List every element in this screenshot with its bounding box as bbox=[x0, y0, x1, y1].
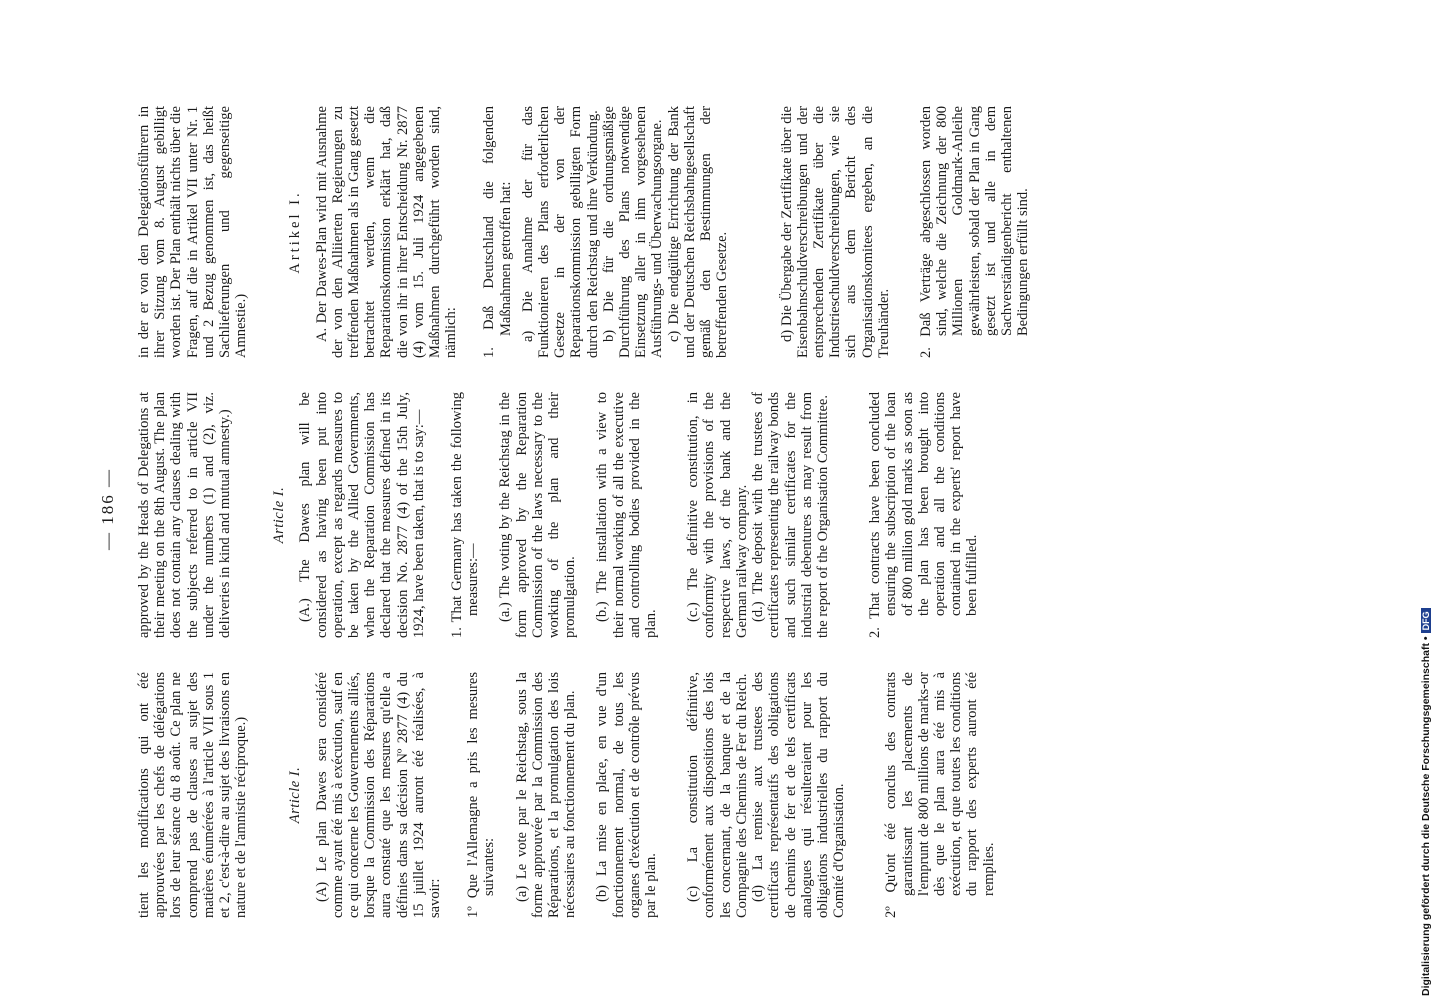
english-article-heading: Article I. bbox=[271, 486, 288, 544]
digitization-credit bbox=[1420, 608, 1432, 996]
german-item-1b: b) Die für die ordnungsmäßige Durchführung des Plans notwendige Einsetzung aller in ihm vorgesehenen Ausführungs- und Überwachungsorgane. bbox=[600, 106, 666, 358]
german-item-1d: d) Die Übergabe der Zertifikate über die Eisenbahnschuldverschreibungen und der entsprechenden Zertifikate über die Industrieschuldverschreibungen, wie sie sich aus dem Bericht des Organisationskomitees ergeben, an die Treuhänder. bbox=[778, 106, 892, 358]
french-item-1c: (c) La constitution définitive, conformément aux dispositions des lois les concernant, de la banque et de la Compagnie des Chemins de Fer du Reich. bbox=[685, 672, 750, 918]
french-item-1: 1º Que l'Allemagne a pris les mesures suivantes: bbox=[465, 672, 498, 918]
english-item-1c: (c.) The definitive constitution, in conformity with the provisions of the respective laws, of the bank and the German railway company. bbox=[685, 392, 750, 638]
page-number: — 186 — bbox=[98, 468, 117, 550]
german-item-1a: a) Die Annahme der für das Funktionieren des Plans erforderlichen Gesetze in der von der Reparationskommission gebilligten Form durch den Reichstag und ihre Verkündung. bbox=[519, 106, 601, 358]
english-item-2: 2. That contracts have been concluded ensuring the subscription of the loan of 800 million gold marks as soon as the plan has been brought into operation and all the conditions contained in the experts' report have been fulfilled. bbox=[867, 392, 981, 638]
german-item-1c: c) Die endgültige Errichtung der Bank und der Deutschen Reichsbahngesellschaft gemäß den Bestimmungen der betreffenden Gesetze. bbox=[665, 106, 731, 358]
english-intro: approved by the Heads of Delegations at their meeting on the 8th August. The plan does not contain any clauses dealing with the subjects referred to in article VII under the numbers (1) and (2), viz. deliveries in kind and mutual amnesty.) bbox=[136, 392, 234, 638]
english-paragraph-a: (A.) The Dawes plan will be considered as having been put into operation, except as regards measures to be taken by the Allied Governments, when the Reparation Commission has declared that the measures defined in its decision No. 2877 (4) of the 15th July, 1924, have been taken, that is to say:— bbox=[297, 392, 427, 638]
french-item-2: 2º Qu'ont été conclus des contrats garantissant les placements de l'emprunt de 800 millions de marks-or dès que le plan aura été mis à exécution, et que toutes les conditions du rapport des experts auront été remplies. bbox=[883, 672, 997, 918]
german-item-1: 1. Daß Deutschland die folgenden Maßnahmen getroffen hat: bbox=[481, 106, 514, 358]
french-column bbox=[136, 672, 997, 918]
english-item-1b: (b.) The installation with a view to their normal working of all the executive and controlling bodies provided in the plan. bbox=[594, 392, 660, 638]
french-item-1d: (d) La remise aux trustees des certificats représentatifs des obligations de chemins de fer et de tels certificats analogues qui résulteraient pour les obligations industrielles du rapport du Comité d'Organisation. bbox=[750, 672, 848, 918]
french-intro: tient les modifications qui ont été approuvées par les chefs de délégations lors de leur séance du 8 août. Ce plan ne comprend pas de clauses au sujet des matières énumérées à l'article VII sous 1 et 2, c'est-à-dire au sujet des livraisons en nature et de l'amnistie réciproque.) bbox=[136, 672, 250, 918]
english-item-1: 1. That Germany has taken the following measures:— bbox=[449, 392, 482, 638]
french-item-1b: (b) La mise en place, en vue d'un fonctionnement normal, de tous les organes d'exécution et de contrôle prévus par le plan. bbox=[594, 672, 660, 918]
german-column bbox=[136, 106, 1031, 358]
french-paragraph-a: (A) Le plan Dawes sera considéré comme ayant été mis à exécution, sauf en ce qui concerne les Gouvernements alliés, lorsque la Commission des Réparations aura constaté que les mesures qu'elle a définies dans sa décision Nº 2877 (4) du 15 juillet 1924 auront été réalisées, à savoir: bbox=[313, 672, 444, 918]
english-column bbox=[136, 392, 981, 638]
german-intro: in der er von den Delegationsführern in ihrer Sitzung vom 8. August gebilligt worden ist. Der Plan enthält nichts über die Fragen, auf die in Artikel VII unter Nr. 1 und 2 Bezug genommen ist, das heißt Sachlieferungen und gegenseitige Amnestie.) bbox=[136, 106, 250, 358]
german-item-2: 2. Daß Verträge abgeschlossen worden sind, welche die Zeichnung der 800 Millionen Goldmark-Anleihe gewährleisten, sobald der Plan in Gang gesetzt ist und alle in dem Sachverständigenbericht enthaltenen Bedingungen erfüllt sind. bbox=[917, 106, 1032, 358]
french-item-1a: (a) Le vote par le Reichstag, sous la forme approuvée par la Commission des Réparations, et la promulgation des lois nécessaires au fonctionnement du plan. bbox=[513, 672, 579, 918]
german-article-heading: Artikel I. bbox=[287, 190, 304, 274]
german-paragraph-a: A. Der Dawes-Plan wird mit Ausnahme der von den Alliierten Regierungen zu treffenden Maßnahmen als in Gang gesetzt betrachtet werden, wenn die Reparationskommission erklärt hat, daß die von ihr in ihrer Entscheidung Nr. 2877 (4) vom 15. Juli 1924 angegebenen Maßnahmen durchgeführt worden sind, nämlich: bbox=[313, 106, 460, 358]
rotated-page bbox=[100, 100, 1300, 918]
english-item-1a: (a.) The voting by the Reichstag in the form approved by the Reparation Commission of the laws necessary to the working of the plan and their promulgation. bbox=[497, 392, 579, 638]
french-article-heading: Article I. bbox=[287, 766, 304, 824]
dfg-badge: DFG bbox=[1421, 608, 1431, 633]
english-item-1d: (d.) The deposit with the trustees of certificates representing the railway bonds and such similar certificates for the industrial debentures as may result from the report of the Organisation Committee. bbox=[750, 392, 831, 638]
credit-text: Digitalisierung gefördert durch die Deutsche Forschungsgemeinschaft • bbox=[1420, 636, 1432, 996]
